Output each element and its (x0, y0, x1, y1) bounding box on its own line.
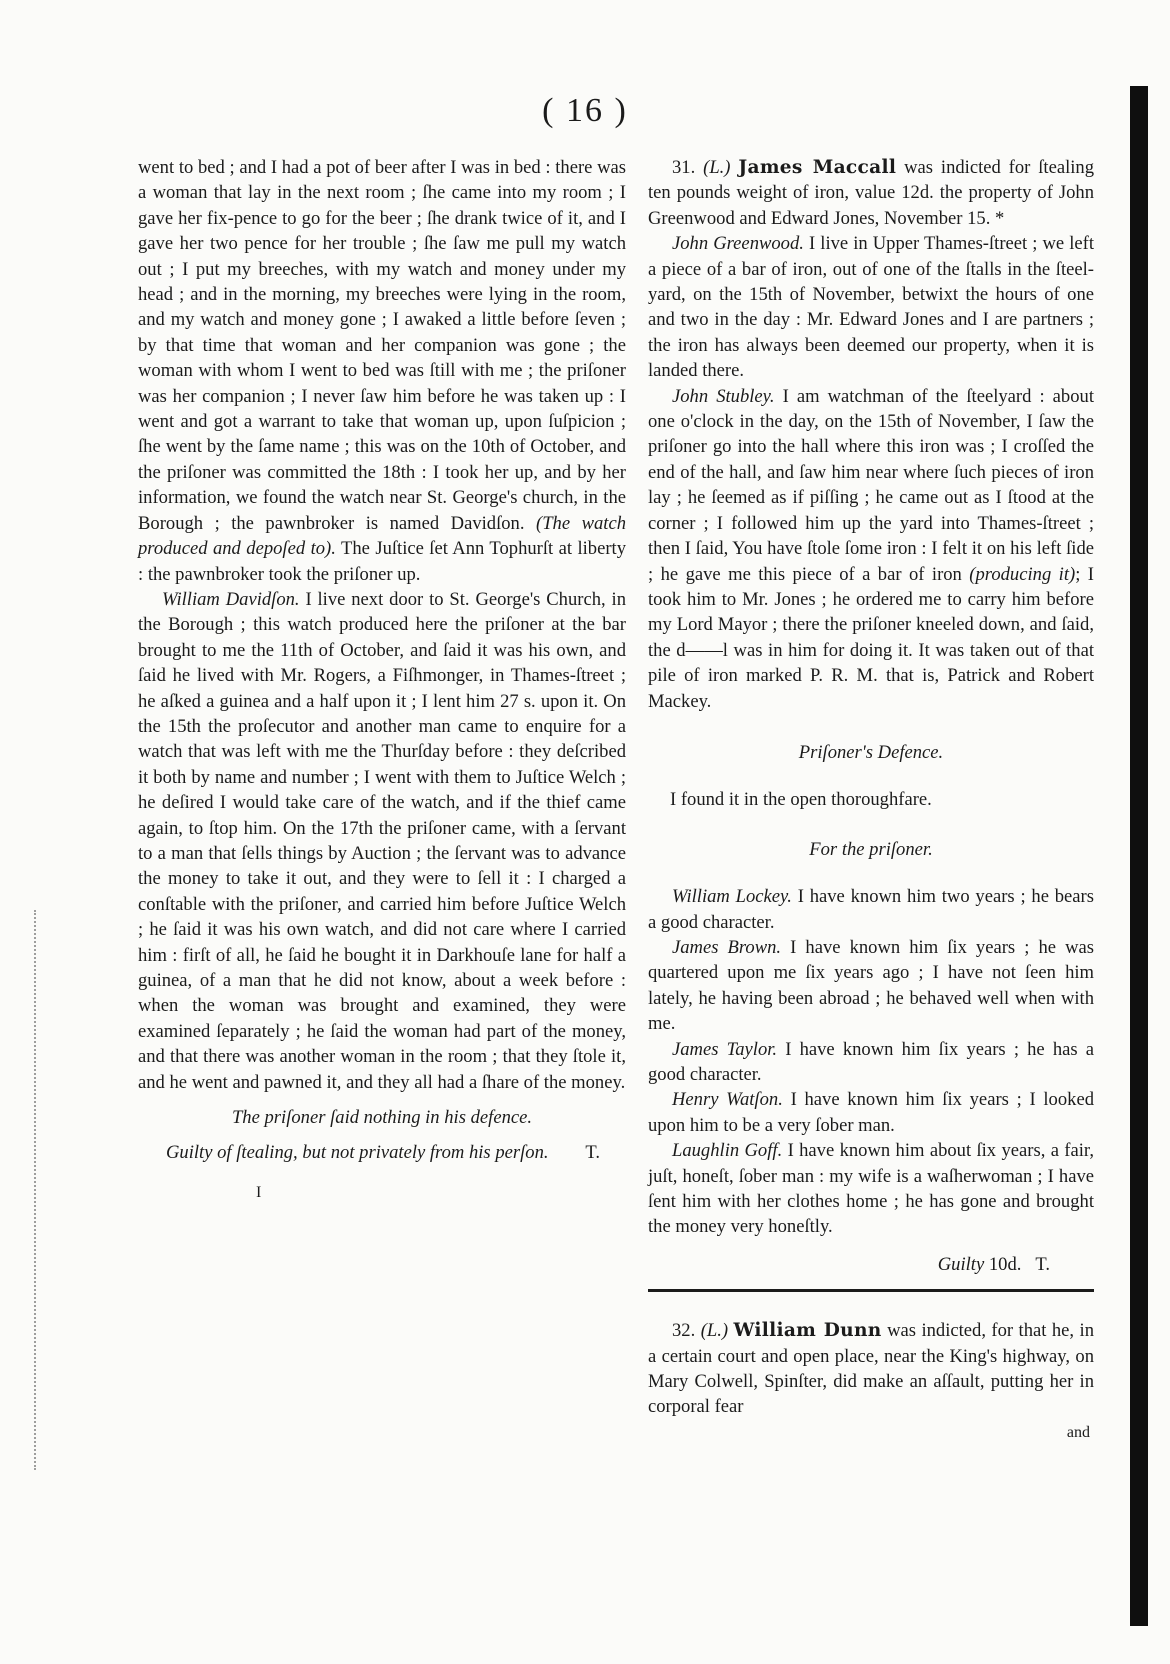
testimony-text: I have known him about ſix years, a fair, juſt, honeſt, ſober man : my wife is a waſherwoman ; I have ſent him with her clothes home ; he has gone and brought the money very honeſtly. (648, 1140, 1094, 1238)
speaker-name: John Greenwood. (672, 233, 804, 255)
speaker-name: William Davidſon. (162, 588, 300, 610)
left-column (138, 155, 626, 1205)
speaker-name: John Stubley. (672, 385, 775, 407)
verdict (648, 1252, 1050, 1277)
defendant-name: James Maccall (738, 157, 897, 178)
entry-number: 32. (672, 1320, 696, 1342)
speaker-name: Laughlin Goff. (672, 1140, 783, 1162)
verdict-word: Guilty (937, 1253, 985, 1275)
stage-direction: (The watch produced and depoſed to). (138, 512, 627, 560)
verdict-text: Guilty of ſtealing, but not privately from his perſon. (166, 1142, 549, 1164)
indictment-text: was indicted, for that he, in a certain court and open place, near the King's highway, on Mary Colwell, Spinſter, did make an aſſault, putting her in corporal fear (648, 1320, 1094, 1418)
speaker-name: Henry Watſon. (672, 1089, 783, 1111)
testimony-text: I live in Upper Thames-ſtreet ; we left a piece of a bar of iron, out of one of the ſtalls in the ſteel-yard, on the 15th of November, betwixt the hours of one and two in the day : Mr. Edward Jones and I are partners ; the iron has always been deemed our property, when it is landed there. (648, 233, 1095, 382)
indictment-text: was indicted for ſtealing ten pounds weight of iron, value 12d. the property of John Greenwood and Edward Jones, November 15. * (648, 157, 1094, 229)
witness-watson (648, 1087, 1094, 1138)
entry-32 (648, 1318, 1094, 1420)
entry-number: 31. (672, 157, 696, 178)
testimony-text: went to bed ; and I had a pot of beer after I was in bed : there was a woman that lay in the next room ; ſhe came into my room ; I gave her fix-pence to go for the beer ; ſhe drank twice of it, and I gave her two pence for her trouble ; ſhe ſaw me pull my watch out ; I put my breeches, with my watch and money under my head ; and in the morning, my breeches were lying in the room, and my watch and money gone ; I awaked a little before ſeven ; by that time that woman and her companion was gone ; the woman with whom I went to bed was ſtill with me ; the priſoner was her companion ; I never ſaw him before he was taken up : I went and got a warrant to take that woman up, upon ſuſpicion ; ſhe went by the ſame name ; this was on the 10th of October, and the priſoner was committed the 18th : I took her up, and by her information, we found the watch near St. George's church, in the Borough ; the pawnbroker is named Davidſon. (138, 157, 626, 534)
section-divider (648, 1289, 1094, 1292)
defendant-name: William Dunn (733, 1320, 882, 1342)
court-code: (L.) (700, 1320, 729, 1342)
verdict-mark: T. (585, 1142, 600, 1164)
scan-margin-specks (34, 910, 44, 1470)
defence-heading: Priſoner's Defence. (798, 741, 944, 763)
speaker-name: James Brown. (672, 936, 782, 958)
testimony-text: I am watchman of the ſteelyard : about one o'clock in the day, on the 15th of November, I ſaw the priſoner go into the hall where this iron was ; I croſſed the end of the hall, and ſaw him near where ſuch pieces of iron lay ; he ſeemed as if piſſing ; he came out as I ſtood at the corner ; I followed him up the yard into Thames-ſtreet ; then I ſaid, You have ſtole ſome iron : I felt it on his left ſide ; he gave me this piece of a bar of iron (648, 385, 1094, 585)
testimony-text: I live next door to St. George's Church, in the Borough ; this watch produced here the priſoner at the bar brought to me the 11th of October, and ſaid it was his own, and ſaid he lived with Mr. Rogers, a Fiſhmonger, in Thames-ſtreet ; he aſked a guinea and a half upon it ; I lent him 27 s. upon it. On the 15th the proſecutor and another man came to enquire for a watch that was left with me the Thurſday before : they deſcribed it both by name and number ; I went with them to Juſtice Welch ; he deſired I would take care of the watch, and if the thief came again, to ſtop him. On the 17th the priſoner came, with a ſervant to a man that ſells things by Auction ; the ſervant was to advance the money to take it out, and they were to ſell it : I charged a conſtable with the priſoner, and carried him before Juſtice Welch ; he ſaid it was his own watch, and did not care where I carried him : firſt of all, he ſaid he bought it in Darkhouſe lane for half a guinea, of a man that he did not know, about a week before : when the woman was brought and examined, they were examined ſeparately ; he ſaid the woman had part of the money, and that there was another woman in the room ; that they ſtole it, and he went and pawned it, and they all had a ſhare of the money. (138, 588, 626, 1093)
verdict (138, 1140, 626, 1165)
speaker-name: James Taylor. (672, 1038, 778, 1060)
page-number: ( 16 ) (542, 92, 628, 129)
prisoner-statement: The priſoner ſaid nothing in his defence. (231, 1107, 533, 1129)
verdict-amount: 10d. (988, 1253, 1022, 1275)
testimony-greenwood (648, 231, 1094, 383)
testimony-continued (138, 155, 626, 587)
witness-goff (648, 1138, 1094, 1240)
testimony-text: I have known him ſix years ; I looked upon him to be a very ſober man. (648, 1089, 1094, 1136)
catchword: and (1066, 1423, 1090, 1441)
testimony-text: I have known him ſix years ; he was quartered upon me ſix years ago ; I have not ſeen him lately, he having been abroad ; he behaved well when with me. (648, 936, 1094, 1035)
entry-31 (648, 155, 1094, 231)
testimony-davidson (138, 587, 626, 1095)
defence-text: I found it in the open thoroughfare. (670, 789, 932, 811)
signature-mark: I (256, 1183, 262, 1201)
witness-taylor (648, 1037, 1094, 1088)
for-prisoner-heading: For the priſoner. (809, 838, 933, 860)
stage-direction: (producing it) (969, 563, 1076, 585)
witness-lockey (648, 884, 1094, 935)
verdict-mark: T. (1035, 1253, 1050, 1275)
scan-edge-bar (1130, 86, 1148, 1626)
testimony-stubley (648, 384, 1094, 714)
witness-brown (648, 935, 1094, 1037)
court-code: (L.) (703, 157, 731, 178)
testimony-text-end: ; I took him to Mr. Jones ; he ordered me to carry him before my Lord Mayor ; there the priſoner kneeled down, and ſaid, the d——l was in him for doing it. It was taken out of that pile of iron marked P. R. M. that is, Patrick and Robert Mackey. (648, 563, 1094, 712)
right-column (648, 155, 1094, 1445)
testimony-text: I have known him two years ; he bears a good character. (648, 886, 1094, 933)
testimony-text-end: The Juſtice ſet Ann Tophurſt at liberty : the pawnbroker took the priſoner up. (138, 538, 627, 585)
speaker-name: William Lockey. (672, 886, 792, 908)
testimony-text: I have known him ſix years ; he has a good character. (648, 1038, 1095, 1085)
